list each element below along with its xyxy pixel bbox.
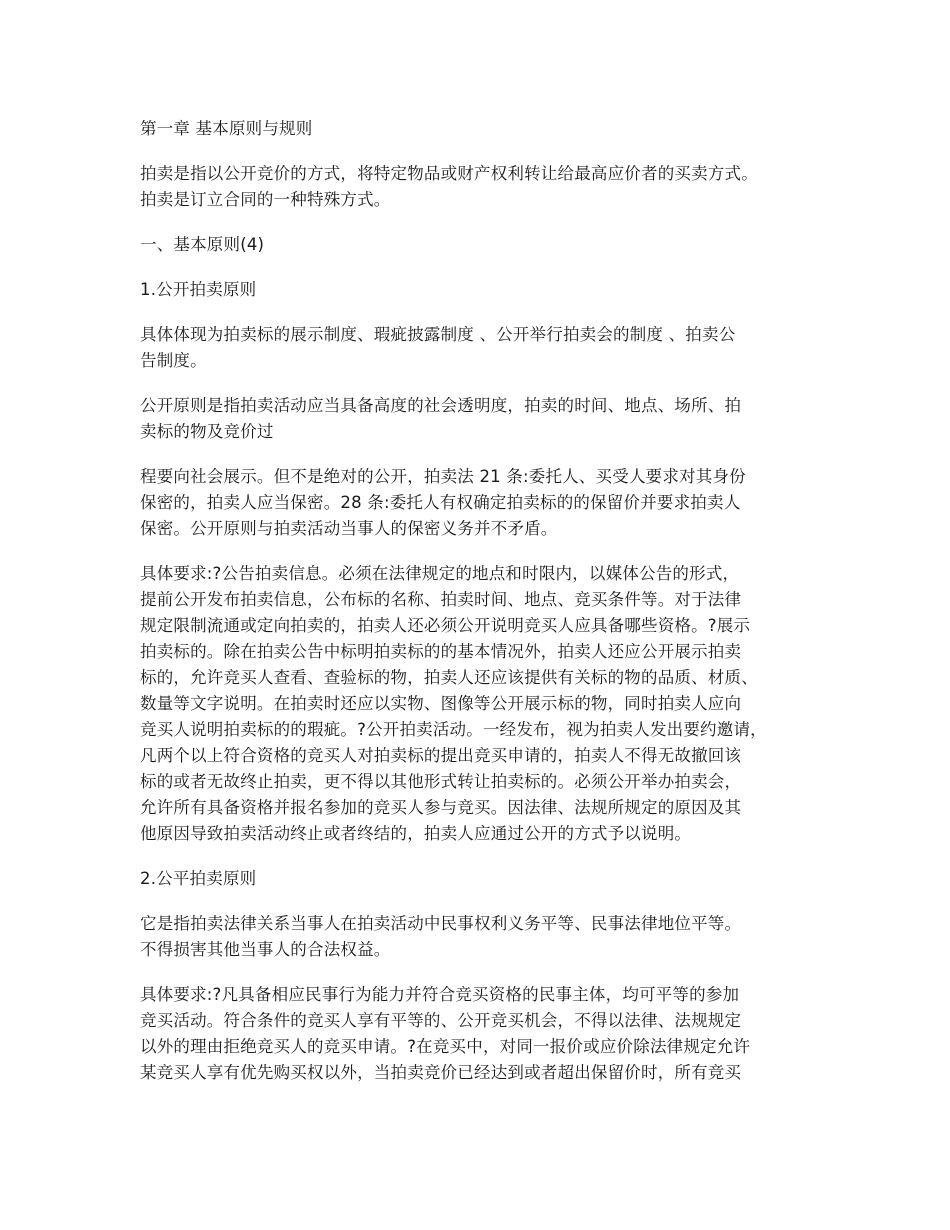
text-line: 公开原则是指拍卖活动应当具备高度的社会透明度，拍卖的时间、地点、场所、拍 [140,396,742,415]
text-line: 保密。公开原则与拍卖活动当事人的保密义务并不矛盾。 [140,519,558,538]
paragraph [140,464,825,542]
text-line: 拍卖标的。除在拍卖公告中标明拍卖标的的基本情况外，拍卖人还应公开展示拍卖 [140,642,742,661]
text-line: 提前公开发布拍卖信息，公布标的名称、拍卖时间、地点、竞买条件等。对于法律 [140,590,742,609]
text-line: 以外的理由拒绝竞买人的竞买申请。?在竞买中，对同一报价或应价除法律规定允许 [140,1037,751,1056]
paragraph [140,982,825,1086]
text-line: 一、基本原则(4) [140,235,265,254]
paragraph [140,911,825,963]
text-line: 不得损害其他当事人的合法权益。 [140,940,391,959]
text-line: 2.公平拍卖原则 [140,869,257,888]
text-line: 拍卖是订立合同的一种特殊方式。 [140,190,391,209]
paragraph [140,866,825,892]
text-line: 具体要求:?公告拍卖信息。必须在法律规定的地点和时限内，以媒体公告的形式， [140,564,740,583]
document-body [140,116,825,1105]
text-line: 数量等文字说明。在拍卖时还应以实物、图像等公开展示标的物，同时拍卖人应向 [140,694,742,713]
paragraph [140,161,825,213]
paragraph [140,277,825,303]
text-line: 竞买人说明拍卖标的的瑕疵。?公开拍卖活动。一经发布，视为拍卖人发出要约邀请， [140,720,767,739]
text-line: 卖标的物及竞价过 [140,422,274,441]
paragraph [140,322,825,374]
text-line: 拍卖是指以公开竞价的方式，将特定物品或财产权利转让给最高应价者的买卖方式。 [140,164,758,183]
text-line: 他原因导致拍卖活动终止或者终结的，拍卖人应通过公开的方式予以说明。 [140,824,692,843]
text-line: 规定限制流通或定向拍卖的，拍卖人还必须公开说明竞买人应具备哪些资格。?展示 [140,616,751,635]
text-line: 竞买活动。符合条件的竞买人享有平等的、公开竞买机会，不得以法律、法规规定 [140,1011,742,1030]
text-line: 具体体现为拍卖标的展示制度、瑕疵披露制度 、公开举行拍卖会的制度 、拍卖公 [140,325,736,344]
text-line: 程要向社会展示。但不是绝对的公开，拍卖法 21 条:委托人、买受人要求对其身份 [140,467,746,486]
text-line: 凡两个以上符合资格的竞买人对拍卖标的提出竞买申请的，拍卖人不得无故撤回该 [140,746,742,765]
text-line: 允许所有具备资格并报名参加的竞买人参与竞买。因法律、法规所规定的原因及其 [140,798,742,817]
text-line: 标的或者无故终止拍卖，更不得以其他形式转让拍卖标的。必须公开举办拍卖会， [140,772,742,791]
paragraph [140,232,825,258]
paragraph-list [140,161,825,1086]
text-line: 告制度。 [140,351,207,370]
text-line: 某竞买人享有优先购买权以外，当拍卖竞价已经达到或者超出保留价时，所有竞买 [140,1063,742,1082]
text-line: 标的，允许竞买人查看、查验标的物，拍卖人还应该提供有关标的物的品质、材质、 [140,668,758,687]
text-line: 保密的，拍卖人应当保密。28 条:委托人有权确定拍卖标的的保留价并要求拍卖人 [140,493,741,512]
text-line: 1.公开拍卖原则 [140,280,257,299]
paragraph [140,393,825,445]
text-line: 具体要求:?凡具备相应民事行为能力并符合竞买资格的民事主体，均可平等的参加 [140,985,740,1004]
paragraph [140,561,825,847]
chapter-title: 第一章 基本原则与规则 [140,119,313,138]
text-line: 它是指拍卖法律关系当事人在拍卖活动中民事权利义务平等、民事法律地位平等。 [140,914,742,933]
